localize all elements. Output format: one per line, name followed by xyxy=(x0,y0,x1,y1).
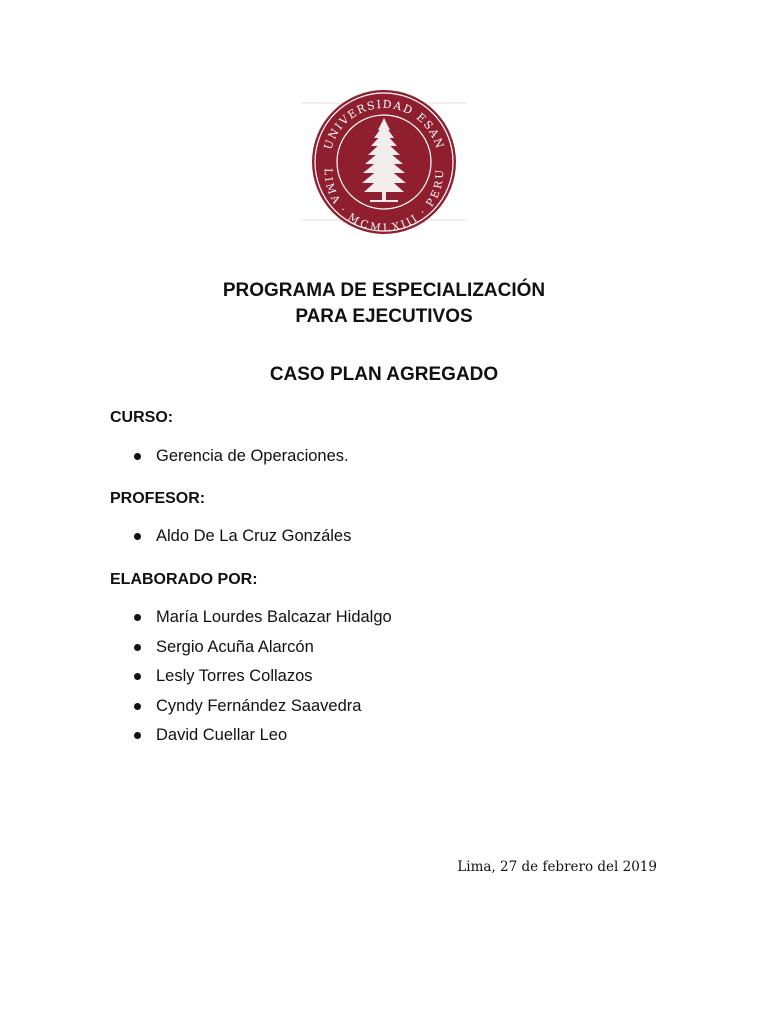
bullet-icon xyxy=(134,644,141,651)
bullet-icon xyxy=(134,533,141,540)
case-title: CASO PLAN AGREGADO xyxy=(269,364,499,385)
university-seal-logo xyxy=(300,88,468,236)
author-name: David Cuellar Leo xyxy=(156,726,288,744)
author-name: Cyndy Fernández Saavedra xyxy=(156,696,362,715)
list-item xyxy=(130,633,392,663)
profesor-label: PROFESOR: xyxy=(110,490,206,507)
list-item xyxy=(130,603,392,633)
program-title-line1: PROGRAMA DE ESPECIALIZACIÓN xyxy=(222,280,546,301)
seal-icon xyxy=(300,88,468,236)
list-item xyxy=(130,442,349,472)
bullet-icon xyxy=(134,614,141,621)
authors-list xyxy=(130,603,392,751)
author-name: Lesly Torres Collazos xyxy=(156,667,313,685)
professor-name: Aldo De La Cruz Gonzáles xyxy=(156,527,352,545)
elaborado-label: ELABORADO POR: xyxy=(110,571,258,588)
author-name: María Lourdes Balcazar Hidalgo xyxy=(156,608,392,626)
list-item xyxy=(130,662,392,692)
course-name: Gerencia de Operaciones. xyxy=(156,447,349,465)
list-item xyxy=(130,721,392,751)
program-title-line2: PARA EJECUTIVOS xyxy=(295,306,473,327)
author-name: Sergio Acuña Alarcón xyxy=(156,637,314,656)
bullet-icon xyxy=(134,732,141,739)
bullet-icon xyxy=(134,453,141,460)
curso-list xyxy=(130,442,349,472)
seal-top-text: UNIVERSIDAD ESAN xyxy=(321,97,447,152)
list-item xyxy=(130,522,351,552)
seal-bottom-text: LIMA · MCMLXIII · PERU xyxy=(321,168,447,235)
profesor-list xyxy=(130,522,351,552)
list-item xyxy=(130,692,392,722)
document-date: Lima, 27 de febrero del 2019 xyxy=(457,859,657,875)
bullet-icon xyxy=(134,673,141,680)
bullet-icon xyxy=(134,703,141,710)
curso-label: CURSO: xyxy=(110,409,174,426)
